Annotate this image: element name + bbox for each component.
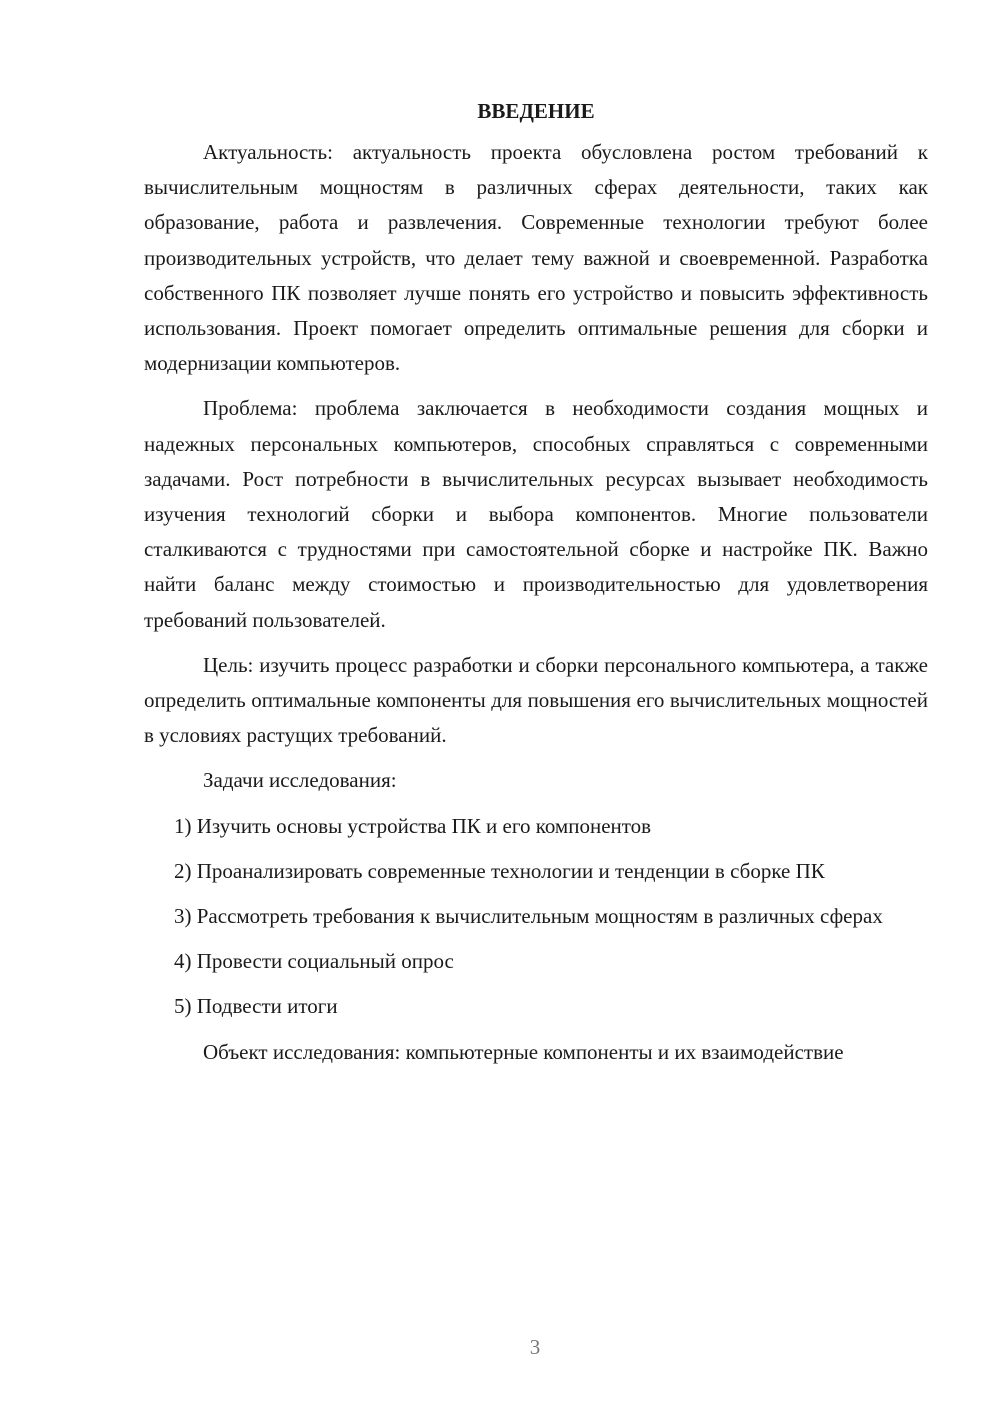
section-title: ВВЕДЕНИЕ	[477, 99, 595, 123]
page-body	[144, 94, 928, 1070]
paragraph-relevance: Актуальность: актуальность проекта обусловлена ростом требований к вычислительным мощностям в различных сферах деятельности, таких как образование, работа и развлечения. Современные технологии требуют более производительных устройств, что делает тему важной и своевременной. Разработка собственного ПК позволяет лучше понять его устройство и повысить эффективность использования. Проект помогает определить оптимальные решения для сборки и модернизации компьютеров.	[144, 140, 928, 376]
task-item-1: 1) Изучить основы устройства ПК и его компонентов	[174, 813, 652, 838]
task-item-3: 3) Рассмотреть требования к вычислительным мощностям в различных сферах	[174, 904, 883, 929]
task-item-2: 2) Проанализировать современные технологии и тенденции в сборке ПК	[174, 858, 825, 883]
task-item-5: 5) Подвести итоги	[174, 994, 338, 1019]
page-number: 3	[529, 1335, 541, 1359]
paragraph-goal: Цель: изучить процесс разработки и сборки персонального компьютера, а также определить оптимальные компоненты для повышения его вычислительных мощностей в условиях растущих требований.	[144, 652, 928, 748]
paragraph-object: Объект исследования: компьютерные компоненты и их взаимодействие	[203, 1039, 844, 1064]
tasks-heading: Задачи исследования:	[203, 768, 397, 793]
task-item-4: 4) Провести социальный опрос	[174, 949, 454, 974]
paragraph-problem: Проблема: проблема заключается в необходимости создания мощных и надежных персональных компьютеров, способных справляться с современными задачами. Рост потребности в вычислительных ресурсах вызывает необходимость изучения технологий сборки и выбора компонентов. Многие пользователи сталкиваются с трудностями при самостоятельной сборке и настройке ПК. Важно найти баланс между стоимостью и производительностью для удовлетворения требований пользователей.	[144, 396, 928, 632]
